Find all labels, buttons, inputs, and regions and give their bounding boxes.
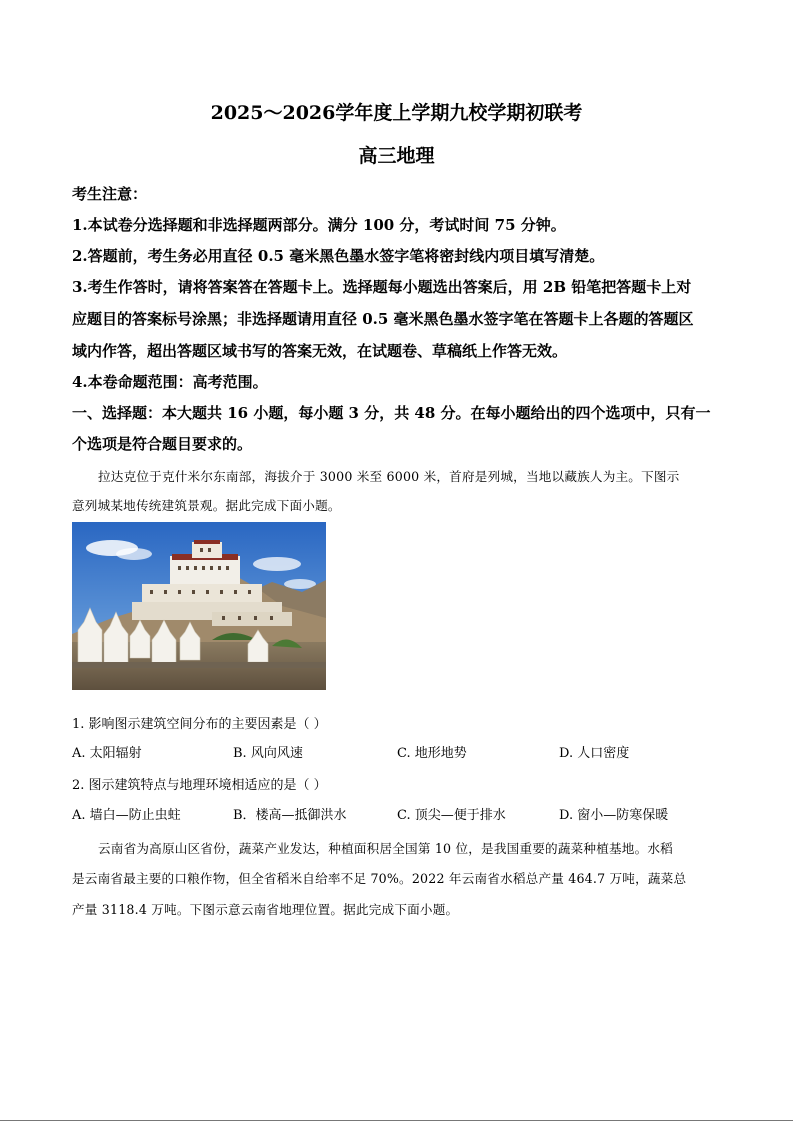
question-1-options [72, 744, 692, 764]
subject-title: 高三地理 [358, 145, 435, 167]
notice-line: 4.本卷命题范围：高考范围。 [72, 373, 268, 391]
section-heading-cont: 个选项是符合题目要求的。 [72, 435, 253, 453]
question-2-stem: 2. 图示建筑特点与地理环境相适应的是（ ） [72, 778, 327, 793]
landscape-photo [72, 522, 326, 690]
section-heading: 一、选择题：本大题共 16 小题，每小题 3 分，共 48 分。在每小题给出的四个选项中，只有一 [72, 404, 711, 422]
option-d[interactable]: D. 人口密度 [559, 746, 630, 761]
passage-line: 拉达克位于克什米尔东南部，海拔介于 3000 米至 6000 米，首府是列城，当地以藏族人为主。下图示 [98, 469, 680, 484]
option-b[interactable]: B. 风向风速 [233, 746, 303, 761]
question-1-stem: 1. 影响图示建筑空间分布的主要因素是（ ） [72, 717, 327, 732]
option-c[interactable]: C. 地形地势 [397, 746, 467, 761]
page-bottom-border [0, 1120, 793, 1121]
option-b[interactable]: B．楼高—抵御洪水 [233, 808, 347, 823]
question-2-options [72, 806, 692, 826]
notice-line: 1.本试卷分选择题和非选择题两部分。满分 100 分，考试时间 75 分钟。 [72, 216, 566, 234]
notice-line: 域内作答，超出答题区域书写的答案无效，在试题卷、草稿纸上作答无效。 [72, 342, 568, 360]
passage-line: 云南省为高原山区省份，蔬菜产业发达，种植面积居全国第 10 位，是我国重要的蔬菜种植基地。水稻 [98, 841, 673, 856]
passage-line: 是云南省最主要的口粮作物，但全省稻米自给率不足 70%。2022 年云南省水稻总产量 464.7 万吨，蔬菜总 [72, 871, 687, 886]
notice-line: 应题目的答案标号涂黑；非选择题请用直径 0.5 毫米黑色墨水签字笔在答题卡上各题的答题区 [72, 310, 694, 328]
passage-line: 意列城某地传统建筑景观。据此完成下面小题。 [72, 498, 341, 513]
notice-line: 3.考生作答时，请将答案答在答题卡上。选择题每小题选出答案后，用 2B 铅笔把答题卡上对 [72, 278, 692, 296]
option-d[interactable]: D. 窗小—防寒保暖 [559, 808, 669, 823]
exam-title: 2025～2026学年度上学期九校学期初联考 [210, 102, 583, 124]
option-c[interactable]: C. 顶尖—便于排水 [397, 808, 506, 823]
notice-heading: 考生注意： [72, 185, 148, 203]
option-a[interactable]: A. 太阳辐射 [72, 746, 142, 761]
option-a[interactable]: A. 墙白—防止虫蛀 [72, 808, 181, 823]
notice-line: 2.答题前，考生务必用直径 0.5 毫米黑色墨水签字笔将密封线内项目填写清楚。 [72, 247, 605, 265]
passage-line: 产量 3118.4 万吨。下图示意云南省地理位置。据此完成下面小题。 [72, 902, 459, 917]
